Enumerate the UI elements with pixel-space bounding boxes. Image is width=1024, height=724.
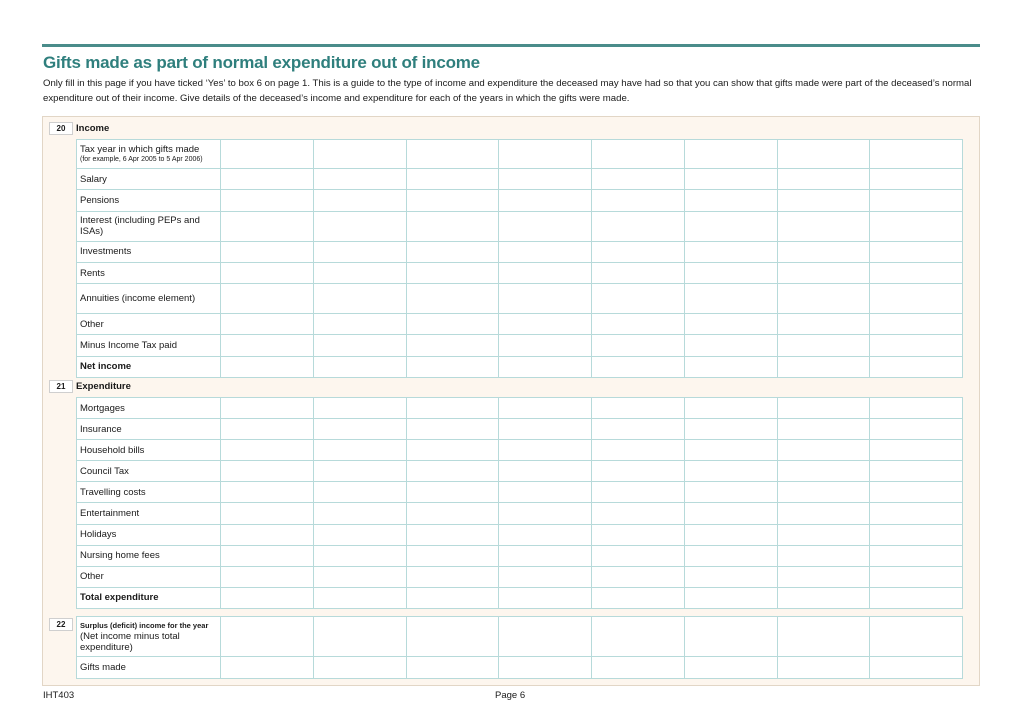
- surplus-table: [76, 616, 963, 679]
- input-cell[interactable]: [777, 398, 870, 419]
- table-row: [77, 419, 963, 440]
- input-cell[interactable]: [684, 140, 777, 169]
- input-cell[interactable]: [499, 284, 592, 314]
- input-cell[interactable]: [313, 169, 406, 190]
- page-number: Page 6: [495, 690, 526, 701]
- row-label: Entertainment: [77, 503, 221, 524]
- input-cell[interactable]: [499, 314, 592, 335]
- input-cell[interactable]: [313, 314, 406, 335]
- input-cell[interactable]: [870, 140, 963, 169]
- input-cell[interactable]: [870, 545, 963, 566]
- row-label: Annuities (income element): [77, 284, 221, 314]
- input-cell[interactable]: [313, 419, 406, 440]
- input-cell[interactable]: [777, 524, 870, 545]
- input-cell[interactable]: [777, 440, 870, 461]
- input-cell[interactable]: [499, 140, 592, 169]
- input-cell[interactable]: [499, 482, 592, 503]
- input-cell[interactable]: [684, 657, 777, 679]
- input-cell[interactable]: [592, 140, 685, 169]
- input-cell[interactable]: [406, 211, 499, 241]
- input-cell[interactable]: [777, 657, 870, 679]
- input-cell[interactable]: [313, 440, 406, 461]
- input-cell[interactable]: [499, 545, 592, 566]
- input-cell[interactable]: [777, 419, 870, 440]
- input-cell[interactable]: [406, 617, 499, 657]
- input-cell[interactable]: [684, 545, 777, 566]
- input-cell[interactable]: [684, 524, 777, 545]
- input-cell[interactable]: [313, 398, 406, 419]
- input-cell[interactable]: [499, 503, 592, 524]
- input-cell[interactable]: [777, 190, 870, 211]
- input-cell[interactable]: [684, 440, 777, 461]
- input-cell[interactable]: [592, 482, 685, 503]
- input-cell[interactable]: [313, 356, 406, 377]
- input-cell[interactable]: [313, 566, 406, 587]
- input-cell[interactable]: [499, 190, 592, 211]
- gifts-made-label: Gifts made: [77, 657, 221, 679]
- input-cell[interactable]: [777, 211, 870, 241]
- input-cell[interactable]: [870, 335, 963, 356]
- input-cell[interactable]: [313, 140, 406, 169]
- input-cell[interactable]: [870, 262, 963, 283]
- input-cell[interactable]: [313, 241, 406, 262]
- input-cell[interactable]: [406, 482, 499, 503]
- input-cell[interactable]: [221, 440, 314, 461]
- input-cell[interactable]: [870, 356, 963, 377]
- input-cell[interactable]: [870, 482, 963, 503]
- input-cell[interactable]: [684, 566, 777, 587]
- input-cell[interactable]: [870, 169, 963, 190]
- row-label: Travelling costs: [77, 482, 221, 503]
- input-cell[interactable]: [684, 262, 777, 283]
- surplus-title: Surplus (deficit) income for the year: [80, 620, 209, 630]
- input-cell[interactable]: [777, 461, 870, 482]
- row-label: Interest (including PEPs and ISAs): [77, 211, 221, 241]
- input-cell[interactable]: [592, 461, 685, 482]
- input-cell[interactable]: [592, 356, 685, 377]
- input-cell[interactable]: [221, 482, 314, 503]
- input-cell[interactable]: [684, 503, 777, 524]
- input-cell[interactable]: [406, 241, 499, 262]
- table-row: [77, 284, 963, 314]
- table-row: [77, 335, 963, 356]
- input-cell[interactable]: [777, 140, 870, 169]
- income-table: [76, 139, 963, 378]
- surplus-sub: (Net income minus total expenditure): [80, 630, 180, 653]
- input-cell[interactable]: [684, 482, 777, 503]
- table-row: [77, 587, 963, 608]
- input-cell[interactable]: [684, 587, 777, 608]
- input-cell[interactable]: [870, 211, 963, 241]
- input-cell[interactable]: [592, 335, 685, 356]
- input-cell[interactable]: [313, 262, 406, 283]
- input-cell[interactable]: [221, 617, 314, 657]
- input-cell[interactable]: [499, 440, 592, 461]
- page-title: Gifts made as part of normal expenditure out of income: [43, 53, 480, 72]
- table-row: [77, 356, 963, 377]
- input-cell[interactable]: [870, 314, 963, 335]
- input-cell[interactable]: [406, 356, 499, 377]
- table-row: [77, 169, 963, 190]
- table-row: [77, 440, 963, 461]
- table-row: [77, 461, 963, 482]
- row-label: Investments: [77, 241, 221, 262]
- input-cell[interactable]: [684, 356, 777, 377]
- input-cell[interactable]: [221, 284, 314, 314]
- input-cell[interactable]: [499, 657, 592, 679]
- input-cell[interactable]: [684, 398, 777, 419]
- input-cell[interactable]: [221, 335, 314, 356]
- input-cell[interactable]: [592, 657, 685, 679]
- input-cell[interactable]: [684, 211, 777, 241]
- input-cell[interactable]: [221, 545, 314, 566]
- input-cell[interactable]: [221, 241, 314, 262]
- input-cell[interactable]: [777, 241, 870, 262]
- table-row: [77, 503, 963, 524]
- input-cell[interactable]: [592, 566, 685, 587]
- input-cell[interactable]: [870, 398, 963, 419]
- input-cell[interactable]: [499, 566, 592, 587]
- input-cell[interactable]: [592, 211, 685, 241]
- input-cell[interactable]: [870, 524, 963, 545]
- input-cell[interactable]: [406, 262, 499, 283]
- input-cell[interactable]: [592, 440, 685, 461]
- row-label: Rents: [77, 262, 221, 283]
- expenditure-table: [76, 397, 963, 609]
- input-cell[interactable]: [221, 398, 314, 419]
- form-code: IHT403: [43, 690, 75, 701]
- table-row: [77, 241, 963, 262]
- row-label: Salary: [77, 169, 221, 190]
- input-cell[interactable]: [777, 356, 870, 377]
- input-cell[interactable]: [221, 190, 314, 211]
- section-title-expenditure: Expenditure: [76, 381, 131, 392]
- input-cell[interactable]: [499, 335, 592, 356]
- input-cell[interactable]: [313, 461, 406, 482]
- input-cell[interactable]: [592, 419, 685, 440]
- input-cell[interactable]: [870, 587, 963, 608]
- input-cell[interactable]: [313, 211, 406, 241]
- row-label: Council Tax: [77, 461, 221, 482]
- input-cell[interactable]: [777, 284, 870, 314]
- input-cell[interactable]: [777, 587, 870, 608]
- row-label: Nursing home fees: [77, 545, 221, 566]
- input-cell[interactable]: [684, 169, 777, 190]
- input-cell[interactable]: [592, 398, 685, 419]
- input-cell[interactable]: [870, 440, 963, 461]
- input-cell[interactable]: [870, 241, 963, 262]
- input-cell[interactable]: [870, 419, 963, 440]
- input-cell[interactable]: [313, 545, 406, 566]
- input-cell[interactable]: [406, 140, 499, 169]
- input-cell[interactable]: [313, 657, 406, 679]
- row-label: Other: [77, 566, 221, 587]
- table-row: [77, 190, 963, 211]
- input-cell[interactable]: [777, 262, 870, 283]
- input-cell[interactable]: [221, 140, 314, 169]
- input-cell[interactable]: [221, 169, 314, 190]
- input-cell[interactable]: [406, 284, 499, 314]
- input-cell[interactable]: [777, 314, 870, 335]
- input-cell[interactable]: [406, 524, 499, 545]
- section-title-income: Income: [76, 123, 110, 134]
- input-cell[interactable]: [499, 356, 592, 377]
- input-cell[interactable]: [777, 482, 870, 503]
- input-cell[interactable]: [313, 190, 406, 211]
- tax-year-label: Tax year in which gifts made: [80, 143, 200, 155]
- input-cell[interactable]: [406, 657, 499, 679]
- input-cell[interactable]: [592, 262, 685, 283]
- row-label: Minus Income Tax paid: [77, 335, 221, 356]
- input-cell[interactable]: [684, 461, 777, 482]
- table-row: [77, 566, 963, 587]
- table-row: [77, 545, 963, 566]
- input-cell[interactable]: [406, 169, 499, 190]
- input-cell[interactable]: [499, 398, 592, 419]
- input-cell[interactable]: [777, 617, 870, 657]
- intro-text: Only fill in this page if you have ticked ‘Yes’ to box 6 on page 1. This is a guide to the type of income and expenditure the deceased may have had so that you can show that gifts made were part of the deceased’s normal expenditure out of their income. Give details of the deceased’s income and expenditure for each of the years in which the gifts were made.: [43, 78, 972, 104]
- input-cell[interactable]: [870, 503, 963, 524]
- input-cell[interactable]: [406, 314, 499, 335]
- input-cell[interactable]: [313, 284, 406, 314]
- row-label: Total expenditure: [77, 587, 221, 608]
- input-cell[interactable]: [499, 169, 592, 190]
- table-row: [77, 524, 963, 545]
- input-cell[interactable]: [592, 241, 685, 262]
- input-cell[interactable]: [684, 284, 777, 314]
- input-cell[interactable]: [870, 190, 963, 211]
- input-cell[interactable]: [499, 461, 592, 482]
- input-cell[interactable]: [313, 617, 406, 657]
- input-cell[interactable]: [499, 524, 592, 545]
- row-label: Mortgages: [77, 398, 221, 419]
- section-number-expenditure: 21: [49, 380, 73, 393]
- surplus-label-cell: [77, 617, 221, 657]
- input-cell[interactable]: [406, 587, 499, 608]
- input-cell[interactable]: [499, 262, 592, 283]
- input-cell[interactable]: [221, 461, 314, 482]
- table-row: [77, 657, 963, 679]
- row-label: Household bills: [77, 440, 221, 461]
- table-row: [77, 140, 963, 169]
- input-cell[interactable]: [499, 241, 592, 262]
- input-cell[interactable]: [313, 503, 406, 524]
- input-cell[interactable]: [313, 524, 406, 545]
- input-cell[interactable]: [592, 169, 685, 190]
- table-row: [77, 262, 963, 283]
- table-row: [77, 617, 963, 657]
- table-row: [77, 314, 963, 335]
- input-cell[interactable]: [684, 314, 777, 335]
- input-cell[interactable]: [592, 617, 685, 657]
- input-cell[interactable]: [221, 587, 314, 608]
- top-rule: [42, 44, 980, 47]
- input-cell[interactable]: [592, 190, 685, 211]
- input-cell[interactable]: [684, 419, 777, 440]
- input-cell[interactable]: [406, 503, 499, 524]
- tax-year-label-cell: [77, 140, 221, 169]
- section-number-income: 20: [49, 122, 73, 135]
- row-label: Holidays: [77, 524, 221, 545]
- input-cell[interactable]: [777, 335, 870, 356]
- input-cell[interactable]: [221, 211, 314, 241]
- input-cell[interactable]: [406, 545, 499, 566]
- input-cell[interactable]: [777, 503, 870, 524]
- table-row: [77, 398, 963, 419]
- tax-year-example: (for example, 6 Apr 2005 to 5 Apr 2006): [80, 155, 203, 163]
- input-cell[interactable]: [592, 503, 685, 524]
- row-label: Insurance: [77, 419, 221, 440]
- input-cell[interactable]: [870, 617, 963, 657]
- input-cell[interactable]: [313, 587, 406, 608]
- input-cell[interactable]: [684, 190, 777, 211]
- input-cell[interactable]: [221, 503, 314, 524]
- input-cell[interactable]: [221, 314, 314, 335]
- input-cell[interactable]: [870, 657, 963, 679]
- input-cell[interactable]: [221, 262, 314, 283]
- input-cell[interactable]: [313, 482, 406, 503]
- row-label: Other: [77, 314, 221, 335]
- input-cell[interactable]: [406, 461, 499, 482]
- table-row: [77, 482, 963, 503]
- input-cell[interactable]: [406, 190, 499, 211]
- input-cell[interactable]: [684, 241, 777, 262]
- input-cell[interactable]: [592, 545, 685, 566]
- input-cell[interactable]: [313, 335, 406, 356]
- input-cell[interactable]: [499, 211, 592, 241]
- input-cell[interactable]: [592, 284, 685, 314]
- input-cell[interactable]: [684, 617, 777, 657]
- input-cell[interactable]: [592, 314, 685, 335]
- input-cell[interactable]: [592, 524, 685, 545]
- input-cell[interactable]: [777, 566, 870, 587]
- input-cell[interactable]: [406, 440, 499, 461]
- input-cell[interactable]: [406, 419, 499, 440]
- input-cell[interactable]: [499, 419, 592, 440]
- input-cell[interactable]: [221, 356, 314, 377]
- input-cell[interactable]: [406, 566, 499, 587]
- input-cell[interactable]: [777, 545, 870, 566]
- input-cell[interactable]: [870, 461, 963, 482]
- input-cell[interactable]: [499, 587, 592, 608]
- input-cell[interactable]: [406, 335, 499, 356]
- section-number-surplus: 22: [49, 618, 73, 631]
- input-cell[interactable]: [684, 335, 777, 356]
- input-cell[interactable]: [870, 566, 963, 587]
- input-cell[interactable]: [221, 524, 314, 545]
- table-row: [77, 211, 963, 241]
- input-cell[interactable]: [221, 419, 314, 440]
- input-cell[interactable]: [870, 284, 963, 314]
- input-cell[interactable]: [221, 566, 314, 587]
- input-cell[interactable]: [777, 169, 870, 190]
- row-label: Net income: [77, 356, 221, 377]
- row-label: Pensions: [77, 190, 221, 211]
- input-cell[interactable]: [221, 657, 314, 679]
- input-cell[interactable]: [592, 587, 685, 608]
- input-cell[interactable]: [499, 617, 592, 657]
- input-cell[interactable]: [406, 398, 499, 419]
